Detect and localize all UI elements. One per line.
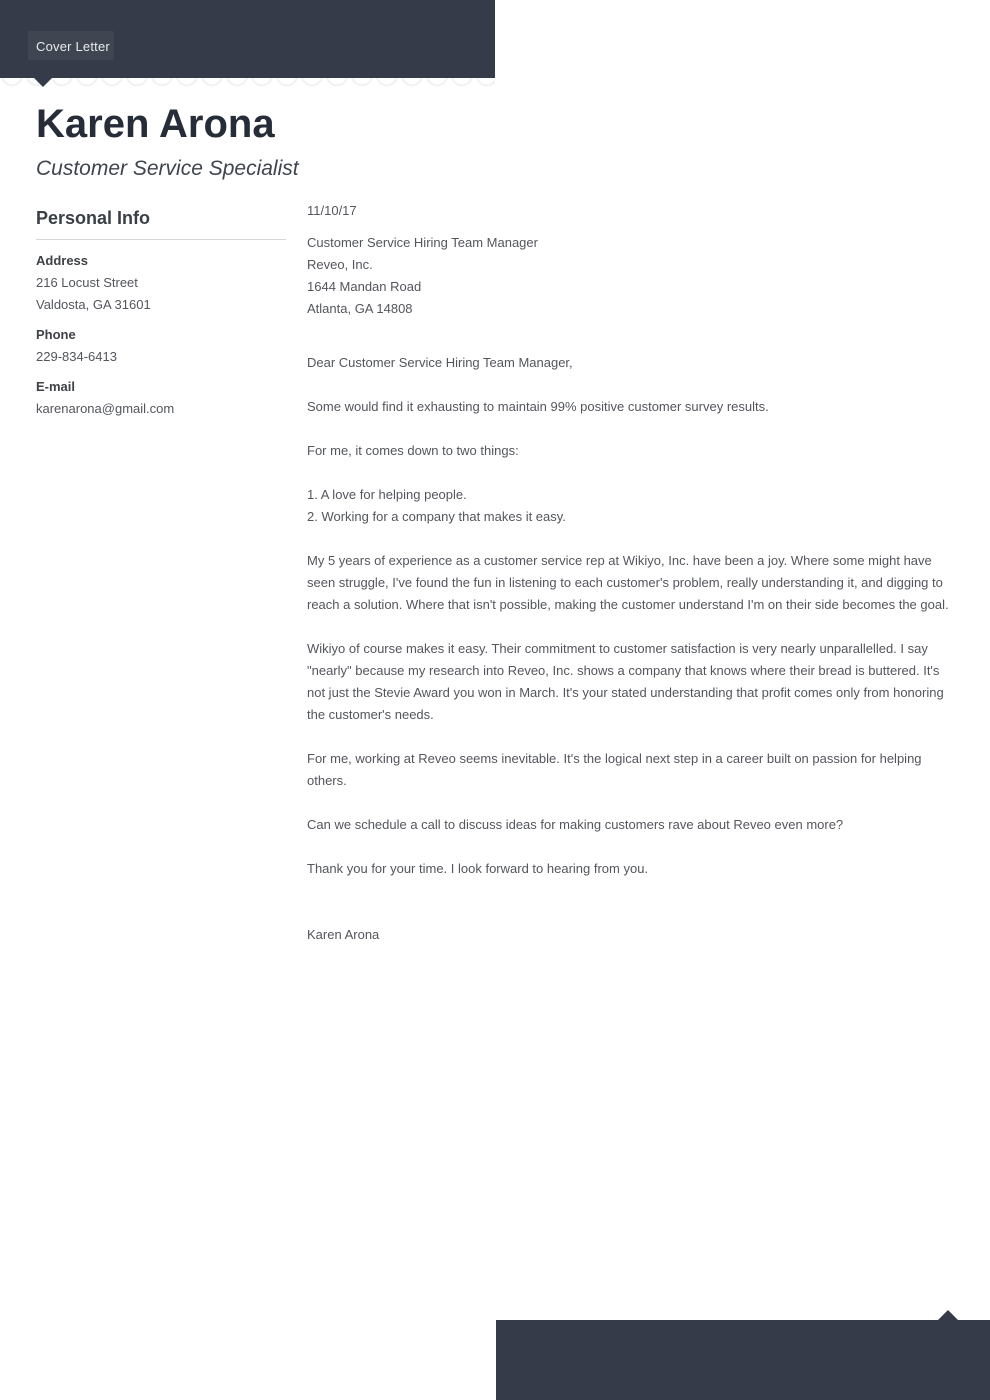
salutation: Dear Customer Service Hiring Team Manager,: [307, 355, 573, 370]
email-value: karenarona@gmail.com: [36, 401, 175, 416]
address-field: [36, 250, 286, 316]
recipient-block: [307, 232, 955, 320]
paragraph: Thank you for your time. I look forward to hearing from you.: [307, 861, 649, 876]
recipient-line: Reveo, Inc.: [307, 257, 373, 272]
job-title: Customer Service Specialist: [36, 157, 299, 180]
letter-date: 11/10/17: [307, 203, 357, 218]
personal-info-heading: Personal Info: [36, 207, 286, 240]
paragraph: Some would find it exhausting to maintain 99% positive customer survey results.: [307, 399, 769, 414]
phone-value: 229-834-6413: [36, 349, 117, 364]
paragraph: For me, working at Reveo seems inevitable. It's the logical next step in a career built on passion for helping others.: [307, 751, 922, 788]
list-item: 2. Working for a company that makes it easy.: [307, 509, 566, 524]
top-bar: [0, 0, 495, 78]
paragraph: Wikiyo of course makes it easy. Their commitment to customer satisfaction is very nearly unparallelled. I say "nearly" because my research into Reveo, Inc. shows a company that knows where their bread is buttered. It's not just the Stevie Award you won in March. It's your stated understanding that profit comes only from honoring the customer's needs.: [307, 641, 944, 722]
letter-body: [307, 200, 955, 946]
page-title: Karen Arona: [36, 102, 275, 146]
address-line-2: Valdosta, GA 31601: [36, 297, 151, 312]
phone-label: Phone: [36, 327, 76, 342]
recipient-line: 1644 Mandan Road: [307, 279, 422, 294]
signature: Karen Arona: [307, 927, 380, 942]
cover-letter-tab-label[interactable]: Cover Letter: [36, 39, 110, 54]
scroll-to-top-icon[interactable]: [938, 1310, 958, 1320]
email-label: E-mail: [36, 379, 76, 394]
scallop-edge-decoration: [0, 78, 495, 91]
numbered-list: [307, 484, 955, 528]
recipient-line: Atlanta, GA 14808: [307, 301, 413, 316]
address-line-1: 216 Locust Street: [36, 275, 138, 290]
list-item: 1. A love for helping people.: [307, 487, 467, 502]
paragraph: Can we schedule a call to discuss ideas for making customers rave about Reveo even more?: [307, 817, 844, 832]
paragraph: My 5 years of experience as a customer service rep at Wikiyo, Inc. have been a joy. Where some might have seen struggle, I've found the fun in listening to each customer's problem, really understanding it, and digging to reach a solution. Where that isn't possible, making the customer understand I'm on their side becomes the goal.: [307, 553, 949, 612]
bottom-bar: [496, 1320, 990, 1400]
address-label: Address: [36, 253, 89, 268]
phone-field: [36, 324, 286, 368]
email-field: [36, 376, 286, 420]
paragraph: For me, it comes down to two things:: [307, 443, 519, 458]
recipient-line: Customer Service Hiring Team Manager: [307, 235, 538, 250]
personal-info-section: [36, 207, 286, 420]
